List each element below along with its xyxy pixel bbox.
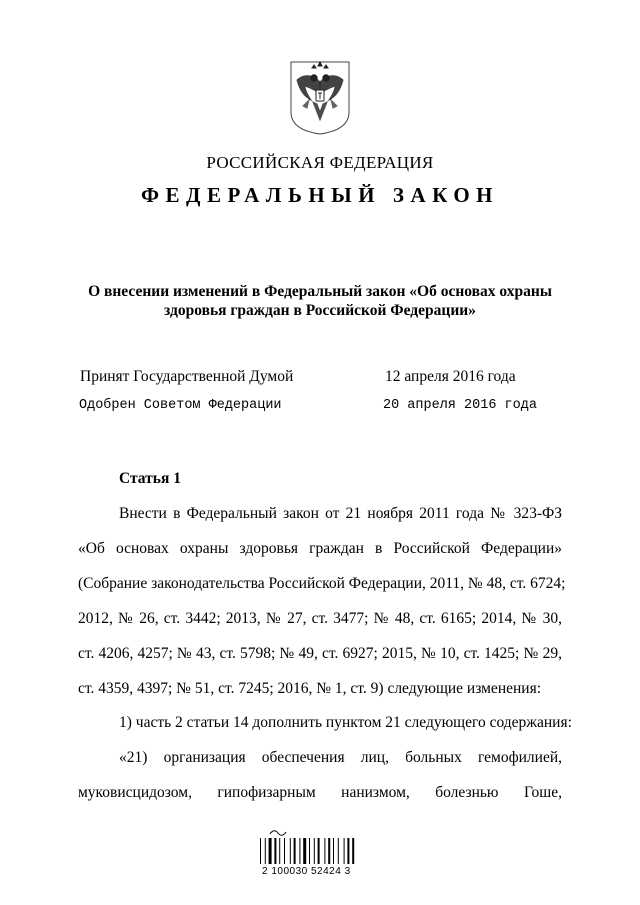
country-name: РОССИЙСКАЯ ФЕДЕРАЦИЯ <box>206 153 434 172</box>
barcode-number: 2 100030 52424 3 <box>262 866 351 877</box>
article-text-line: «Об основах охраны здоровья граждан в Российской Федерации» <box>78 540 562 557</box>
article-text-line: муковисцидозом, гипофизарным нанизмом, болезнью Гоше, <box>78 784 562 801</box>
duma-adoption-date: 12 апреля 2016 года <box>385 368 516 385</box>
article-text-line: 2012, № 26, ст. 3442; 2013, № 27, ст. 3477; № 48, ст. 6165; 2014, № 30, <box>78 610 562 627</box>
barcode-bars <box>260 838 354 864</box>
law-title-line-2: здоровья граждан в Российской Федерации» <box>164 302 476 319</box>
article-text-line: ст. 4359, 4397; № 51, ст. 7245; 2016, № 1, ст. 9) следующие изменения: <box>78 680 542 697</box>
barcode <box>258 826 378 886</box>
article-text-line: (Собрание законодательства Российской Федерации, 2011, № 48, ст. 6724; <box>78 575 566 592</box>
council-approval-date: 20 апреля 2016 года <box>383 398 537 413</box>
law-title-line-1: О внесении изменений в Федеральный закон «Об основах охраны <box>88 283 552 300</box>
document-type: ФЕДЕРАЛЬНЫЙ ЗАКОН <box>141 183 499 207</box>
coat-of-arms-emblem <box>289 60 351 136</box>
signature-mark <box>270 831 286 836</box>
council-approval-label: Одобрен Советом Федерации <box>79 398 282 413</box>
article-text-line: «21) организация обеспечения лиц, больных гемофилией, <box>119 749 562 766</box>
article-text-line: 1) часть 2 статьи 14 дополнить пунктом 21 следующего содержания: <box>119 714 572 731</box>
article-heading: Статья 1 <box>119 470 181 487</box>
article-text-line: Внести в Федеральный закон от 21 ноября 2011 года № 323-ФЗ <box>119 505 562 522</box>
law-title <box>70 282 570 320</box>
duma-adoption-label: Принят Государственной Думой <box>80 368 294 385</box>
article-text-line: ст. 4206, 4257; № 43, ст. 5798; № 49, ст. 6927; 2015, № 10, ст. 1425; № 29, <box>78 645 562 662</box>
